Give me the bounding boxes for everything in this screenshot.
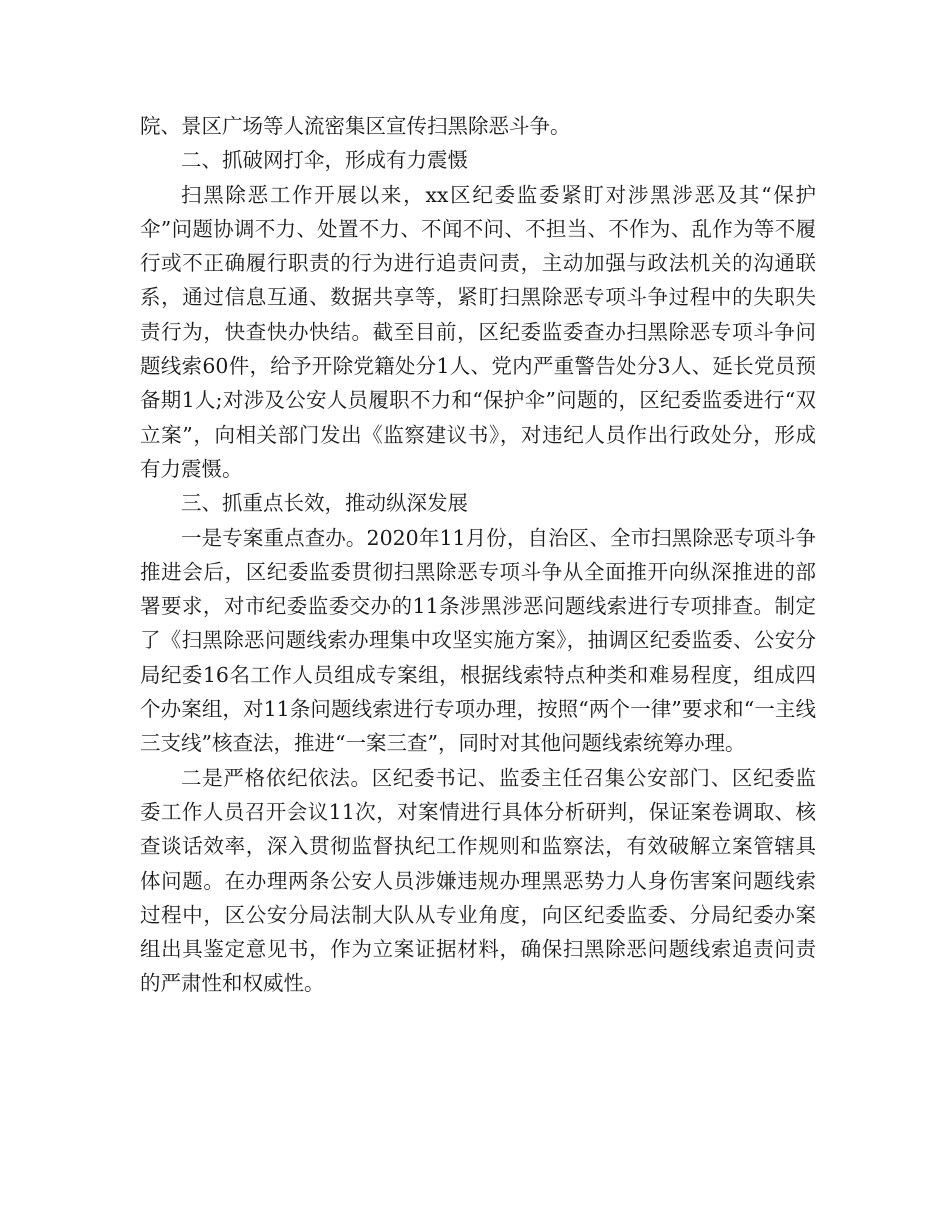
section-heading-2: 二、抓破网打伞，形成有力震慑 bbox=[181, 148, 468, 173]
section-heading-3: 三、抓重点长效，推动纵深发展 bbox=[181, 491, 468, 516]
paragraph: 二是严格依纪依法。区纪委书记、监委主任召集公安部门、区纪委监委工作人员召开会议11次，对案情进行具体分析研判，保证案卷调取、核查谈话效率，深入贯彻监督执纪工作规则和监察法，有效破解立案管辖具体问题。在办理两条公安人员涉嫌违规办理黑恶势力人身伤害案问题线索过程中，区公安分局法制大队从专业角度，向区纪委监委、分局纪委办案组出具鉴定意见书，作为立案证据材料，确保扫黑除恶问题线索追责问责的严肃性和权威性。 bbox=[140, 765, 816, 996]
paragraph-continuation: 院、景区广场等人流密集区宣传扫黑除恶斗争。 bbox=[140, 114, 571, 138]
document-body bbox=[140, 109, 816, 1001]
paragraph: 一是专案重点查办。2020年11月份，自治区、全市扫黑除恶专项斗争推进会后，区纪委监委贯彻扫黑除恶专项斗争从全面推开向纵深推进的部署要求，对市纪委监委交办的11条涉黑涉恶问题线索进行专项排查。制定了《扫黑除恶问题线索办理集中攻坚实施方案》，抽调区纪委监委、公安分局纪委16名工作人员组成专案组，根据线索特点种类和难易程度，组成四个办案组，对11条问题线索进行专项办理，按照“两个一律”要求和“一主线三支线”核查法，推进“一案三查”，同时对其他问题线索统筹办理。 bbox=[140, 525, 816, 756]
paragraph: 扫黑除恶工作开展以来，xx区纪委监委紧盯对涉黑涉恶及其“保护伞”问题协调不力、处置不力、不闻不问、不担当、不作为、乱作为等不履行或不正确履行职责的行为进行追责问责，主动加强与政法机关的沟通联系，通过信息互通、数据共享等，紧盯扫黑除恶专项斗争过程中的失职失责行为，快查快办快结。截至目前，区纪委监委查办扫黑除恶专项斗争问题线索60件，给予开除党籍处分1人、党内严重警告处分3人、延长党员预备期1人;对涉及公安人员履职不力和“保护伞”问题的，区纪委监委进行“双立案”，向相关部门发出《监察建议书》，对违纪人员作出行政处分，形成有力震慑。 bbox=[140, 182, 816, 481]
